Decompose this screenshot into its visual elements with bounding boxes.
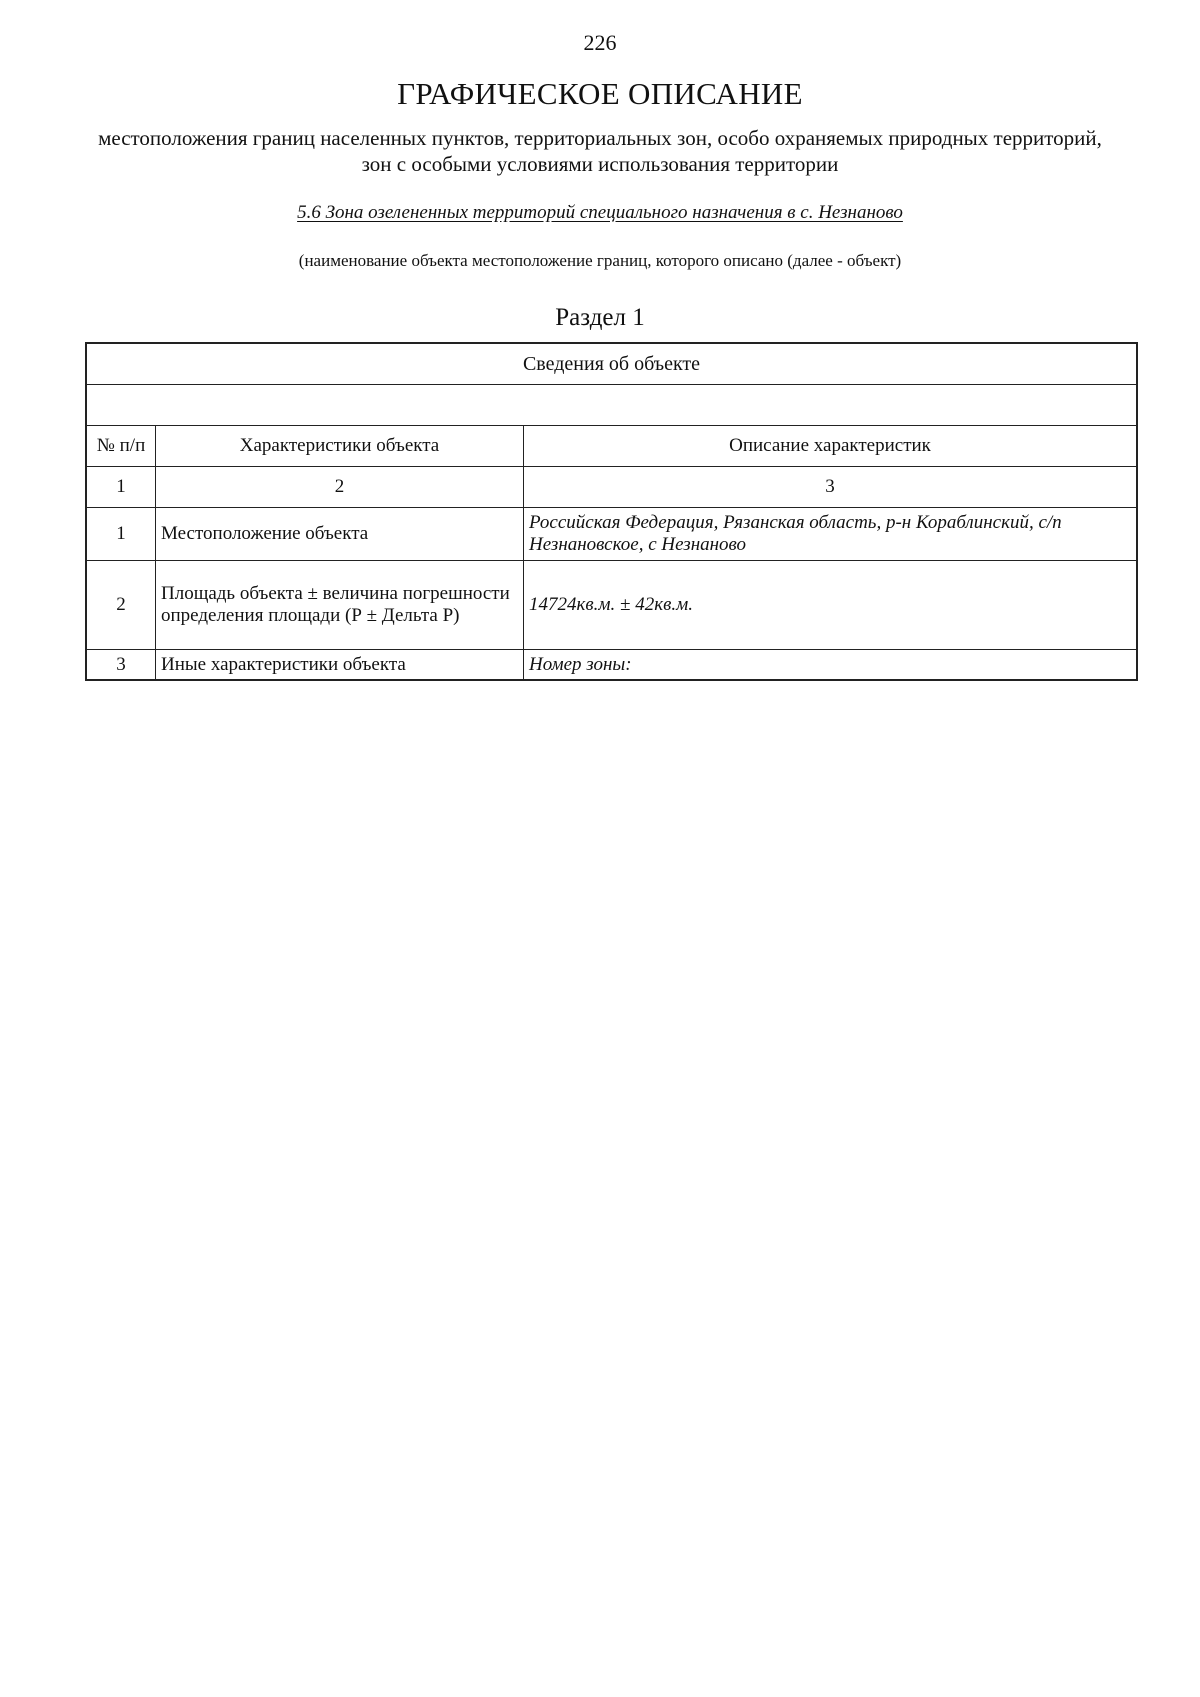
document-title: ГРАФИЧЕСКОЕ ОПИСАНИЕ <box>397 76 803 111</box>
row-num: 2 <box>86 561 156 650</box>
table-row <box>86 650 1137 681</box>
header-num: № п/п <box>86 426 156 467</box>
table-title: Сведения об объекте <box>86 343 1137 385</box>
table-header-row <box>86 426 1137 467</box>
section-title: Раздел 1 <box>555 304 645 331</box>
column-number-1: 1 <box>86 467 156 508</box>
header-description: Описание характеристик <box>524 426 1138 467</box>
row-characteristic: Площадь объекта ± величина погрешности определения площади (Р ± Дельта Р) <box>156 561 524 650</box>
row-description: 14724кв.м. ± 42кв.м. <box>524 561 1138 650</box>
document-subtitle: местоположения границ населенных пунктов, территориальных зон, особо охраняемых природных территорий, зон с особыми условиями использования территории <box>98 126 1102 176</box>
row-description: Российская Федерация, Рязанская область, р-н Кораблинский, с/п Незнановское, с Незнаново <box>524 508 1138 561</box>
table-row <box>86 561 1137 650</box>
page-number: 226 <box>583 30 617 55</box>
header-characteristic: Характеристики объекта <box>156 426 524 467</box>
row-num: 3 <box>86 650 156 681</box>
table-empty-row <box>86 385 1137 426</box>
row-num: 1 <box>86 508 156 561</box>
row-description: Номер зоны: <box>524 650 1138 681</box>
table-empty-cell <box>86 385 1137 426</box>
table-row <box>86 508 1137 561</box>
object-name: 5.6 Зона озелененных территорий специального назначения в с. Незнаново <box>297 202 903 223</box>
row-characteristic: Местоположение объекта <box>156 508 524 561</box>
table-title-row <box>86 343 1137 385</box>
column-number-3: 3 <box>524 467 1138 508</box>
object-name-caption: (наименование объекта местоположение границ, которого описано (далее - объект) <box>298 251 902 270</box>
column-number-2: 2 <box>156 467 524 508</box>
row-characteristic: Иные характеристики объекта <box>156 650 524 681</box>
table-column-numbers-row <box>86 467 1137 508</box>
object-info-table <box>85 342 1138 681</box>
